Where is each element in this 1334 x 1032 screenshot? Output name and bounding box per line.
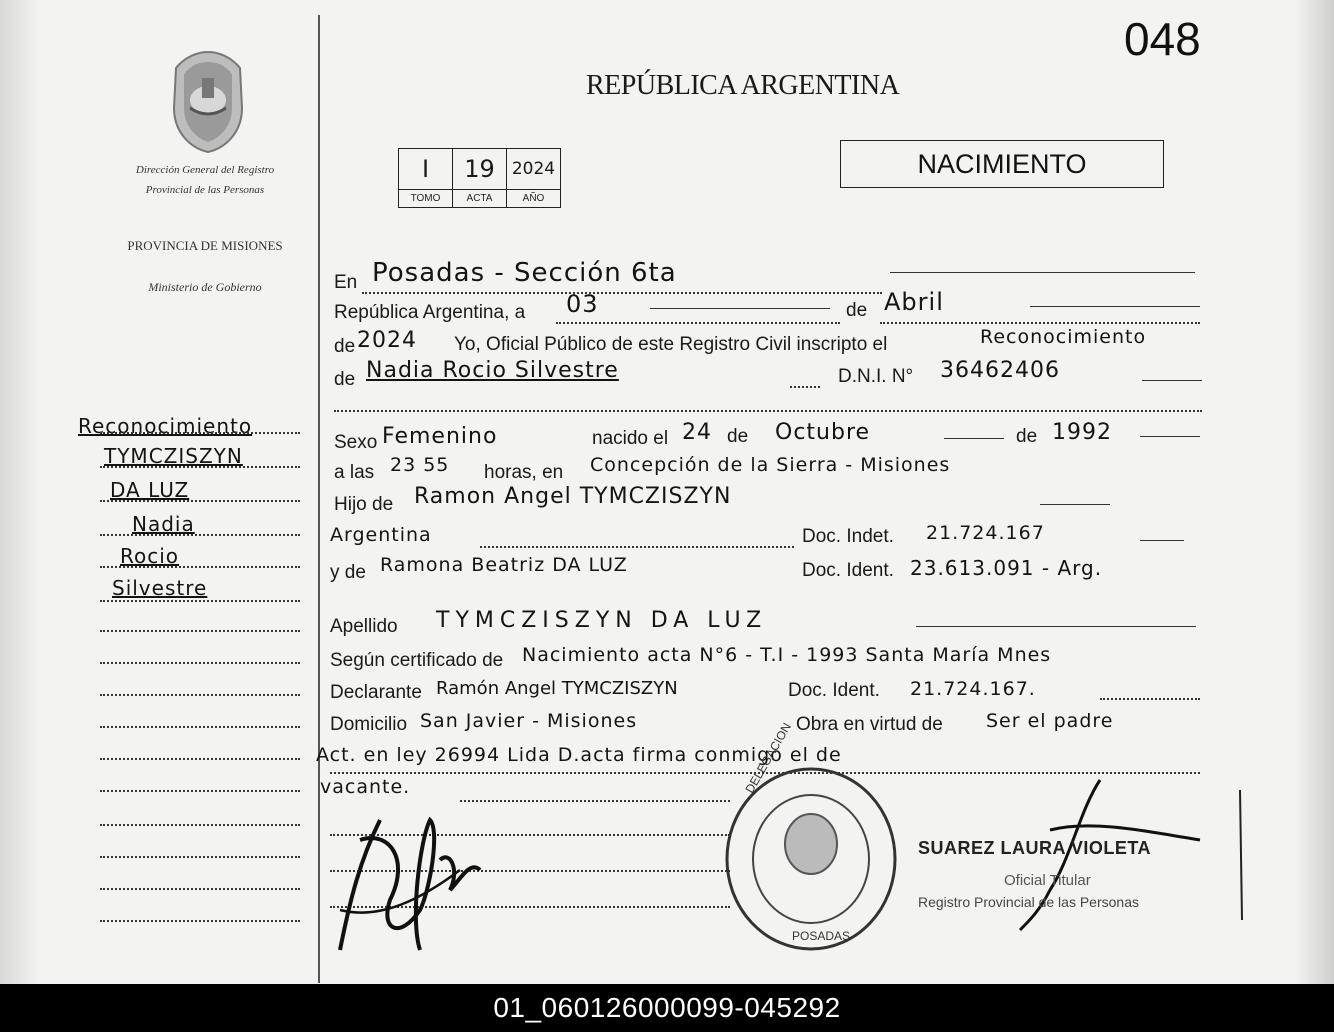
register-table	[398, 148, 561, 208]
father-name: Ramon Angel TYMCZISZYN	[414, 484, 732, 509]
apellido-label: Apellido	[330, 616, 398, 637]
country-title: REPÚBLICA ARGENTINA	[586, 70, 900, 101]
dotted-line	[100, 432, 300, 434]
dni-label: D.N.I. N°	[838, 366, 914, 387]
en-label: En	[334, 272, 358, 293]
sexo-label: Sexo	[334, 432, 378, 453]
fill-line	[650, 308, 830, 309]
fill-line	[916, 626, 1196, 627]
act-type-value: Reconocimiento	[980, 326, 1147, 348]
person-name: Nadia Rocio Silvestre	[366, 358, 619, 383]
fill-line	[1142, 380, 1202, 381]
month-value: Abril	[884, 288, 944, 316]
dotted-line	[100, 694, 300, 696]
nacido-label: nacido el	[592, 428, 669, 449]
dotted-line	[100, 534, 300, 536]
margin-note-line: Silvestre	[112, 576, 208, 600]
dotted-line	[100, 500, 300, 502]
page-edge-right	[1294, 0, 1334, 984]
margin-note-line: Nadia	[132, 512, 195, 536]
legal-text: Act. en ley 26994 Lida D.acta firma conmigo el de	[316, 744, 842, 766]
horas-label: horas, en	[484, 462, 564, 483]
doc-indet-label: Doc. Indet.	[802, 526, 894, 547]
document-id-footer: 01_060126000099-045292	[0, 984, 1334, 1032]
record-type-box: NACIMIENTO	[840, 140, 1164, 188]
dotted-line	[100, 466, 300, 468]
fill-line	[1030, 306, 1200, 307]
dotted-line	[100, 856, 300, 858]
tomo-value: I	[399, 149, 453, 190]
doc-ident-label: Doc. Ident.	[788, 680, 880, 701]
official-role: Oficial Titular	[1004, 872, 1091, 889]
page-edge-left	[0, 0, 40, 984]
dotted-line	[880, 322, 1200, 324]
year-value: 2024	[357, 328, 417, 353]
dotted-line	[790, 386, 820, 388]
mother-name: Ramona Beatriz DA LUZ	[380, 554, 628, 576]
margin-note-line: Rocio	[120, 544, 180, 568]
declarant-name: Ramón Angel TYMCZISZYN	[436, 678, 678, 699]
margin-note-line: DA LUZ	[110, 478, 190, 502]
birth-time: 23 55	[390, 454, 450, 476]
dotted-line	[100, 630, 300, 632]
provincial-seal-icon	[162, 48, 254, 156]
declarant-signature	[320, 800, 520, 970]
de-label: de	[727, 426, 749, 447]
fill-line	[1140, 436, 1200, 437]
fill-line	[944, 438, 1004, 439]
svg-text:DELEGACION: DELEGACION	[742, 720, 794, 796]
dotted-line	[480, 546, 794, 548]
obra-value: Ser el padre	[986, 710, 1114, 732]
tomo-label: TOMO	[399, 190, 453, 208]
margin-note-line: TYMCZISZYN	[104, 444, 243, 468]
hijo-label: Hijo de	[334, 494, 394, 515]
dotted-line	[334, 410, 1202, 412]
acta-label: ACTA	[453, 190, 507, 208]
birth-month: Octubre	[775, 420, 871, 445]
birth-day: 24	[682, 420, 712, 445]
de-label: de	[334, 336, 356, 357]
folio-number: 048	[1124, 13, 1201, 65]
republica-label: República Argentina, a	[334, 302, 526, 323]
svg-text:POSADAS: POSADAS	[792, 929, 851, 943]
dotted-line	[100, 888, 300, 890]
y-de-label: y de	[330, 562, 366, 583]
dotted-line	[362, 292, 882, 294]
anio-label: AÑO	[507, 190, 561, 208]
acta-value: 19	[453, 149, 507, 190]
mother-doc: 23.613.091 - Arg.	[910, 556, 1103, 580]
dotted-line	[100, 600, 300, 602]
dotted-line	[100, 758, 300, 760]
province-name: PROVINCIA DE MISIONES	[127, 238, 283, 253]
declarante-label: Declarante	[330, 682, 422, 703]
segun-label: Según certificado de	[330, 650, 504, 671]
dotted-line	[100, 790, 300, 792]
las-label: a las	[334, 462, 375, 483]
place-value: Posadas - Sección 6ta	[372, 258, 677, 288]
official-office: Registro Provincial de las Personas	[918, 894, 1139, 910]
father-doc: 21.724.167	[926, 522, 1045, 544]
dotted-line	[100, 824, 300, 826]
domicilio-label: Domicilio	[330, 714, 408, 735]
de-label: de	[1016, 426, 1038, 447]
dotted-line	[1100, 698, 1200, 700]
fill-line	[1040, 504, 1110, 505]
margin-note-line: Reconocimiento	[78, 414, 253, 438]
ministry-name: Ministerio de Gobierno	[148, 280, 262, 294]
de-label: de	[334, 369, 356, 390]
dotted-line	[556, 322, 840, 324]
address-value: San Javier - Misiones	[420, 710, 638, 732]
day-value: 03	[566, 290, 599, 318]
dotted-line	[100, 662, 300, 664]
birth-place: Concepción de la Sierra - Misiones	[590, 454, 951, 476]
agency-name: Dirección General del Registro Provincial de las Personas	[135, 164, 275, 196]
surname-value: TYMCZISZYN DA LUZ	[436, 608, 768, 633]
official-name: SUAREZ LAURA VIOLETA	[918, 838, 1151, 858]
dotted-line	[100, 566, 300, 568]
fill-line	[890, 272, 1195, 273]
sexo-value: Femenino	[382, 424, 498, 449]
certificate-value: Nacimiento acta N°6 - T.I - 1993 Santa María Mnes	[522, 644, 1052, 666]
declarant-doc: 21.724.167.	[910, 678, 1036, 700]
fill-line	[1140, 540, 1184, 541]
dotted-line	[100, 920, 300, 922]
birth-year: 1992	[1052, 420, 1112, 445]
de-label: de	[846, 300, 868, 321]
doc-ident-label: Doc. Ident.	[802, 560, 894, 581]
obra-label: Obra en virtud de	[796, 714, 943, 735]
inscription-text: Yo, Oficial Público de este Registro Civil inscripto el	[454, 334, 888, 355]
anio-value: 2024	[507, 149, 561, 190]
dni-value: 36462406	[940, 358, 1060, 383]
dotted-line	[100, 726, 300, 728]
closing-text: vacante.	[320, 776, 411, 798]
father-nationality: Argentina	[330, 524, 432, 546]
